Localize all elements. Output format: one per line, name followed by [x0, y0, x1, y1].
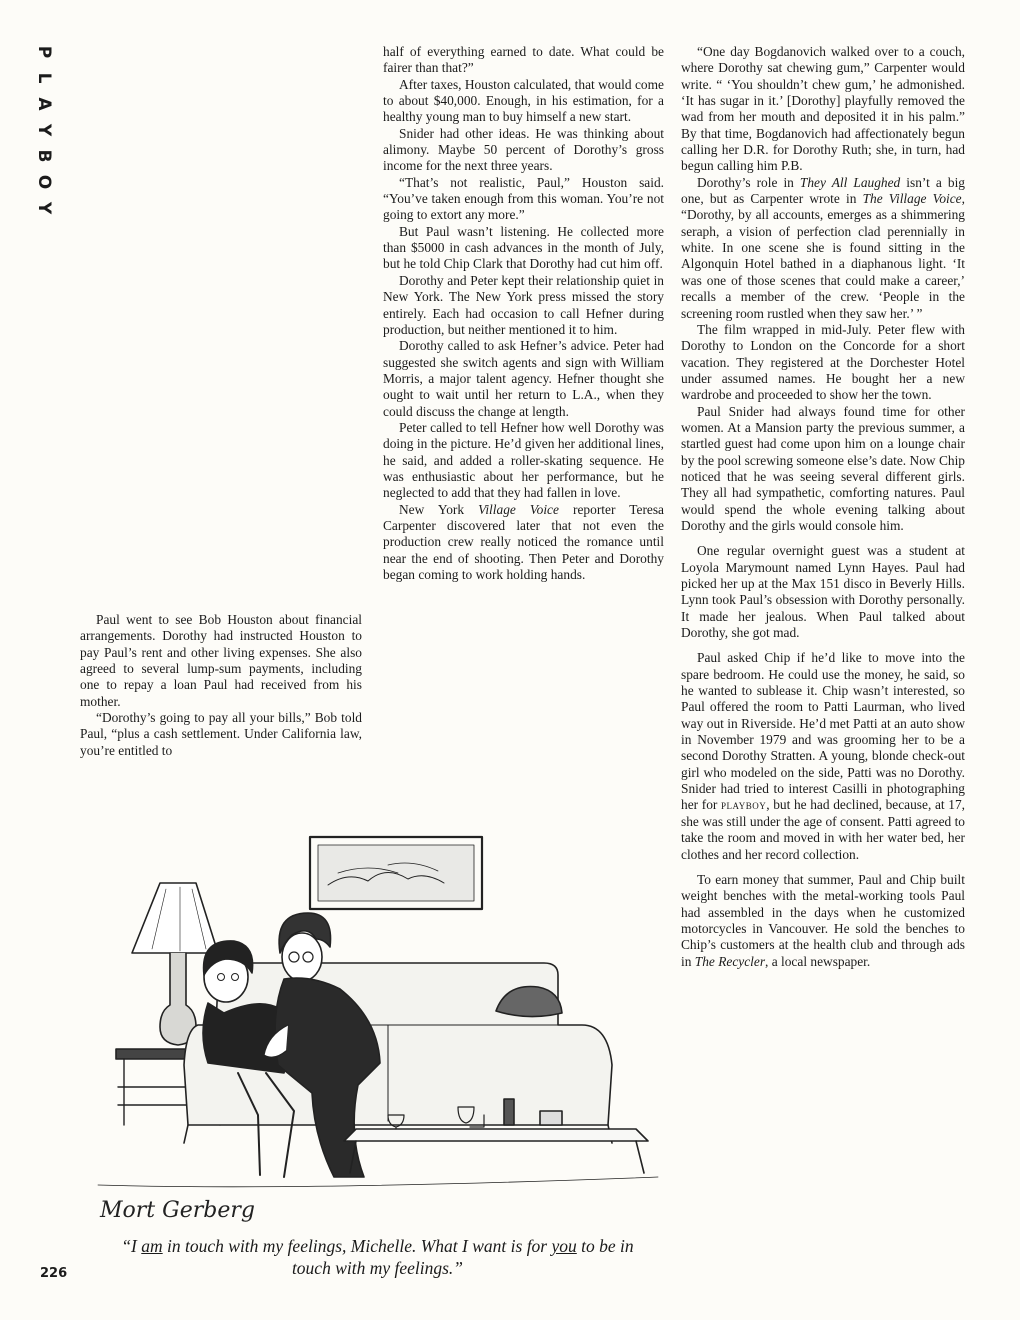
paragraph: “One day Bogdanovich walked over to a couch, where Dorothy sat chewing gum,” Carpenter would write. “ ‘You shouldn’t chew gum,’ he admonished. ‘It has sugar in it.’ [Dorothy] playfully removed the wad from her mouth and deposited it in his palm.” By that time, Bogdanovich had affectionately begun calling her D.R. for Dorothy Ruth; she, in turn, had begun calling him P.B.	[681, 44, 965, 174]
lamp-shade	[132, 883, 218, 953]
paragraph	[681, 175, 965, 322]
paragraph: Dorothy and Peter kept their relationship quiet in New York. The New York press missed the story entirely. Each had occasion to call Hefner during production, but neither mentioned it to him.	[383, 272, 664, 337]
magazine-name: playboy	[721, 797, 767, 813]
caption-text: “I	[121, 1236, 142, 1256]
masthead-letter: P	[34, 45, 54, 61]
text-run: Paul asked Chip if he’d like to move into the spare bedroom. He could use the money, he said, so he wanted to sublease it. Chip wasn’t interested, so Paul offered the room to Patti Laurman, who lived way out in Riverside. He’d met Patti at an auto show in November 1979 and was grooming her to be a second Dorothy Stratten. A young, blonde check-out girl who modeled on the side, Patti was no Dorothy. Snider had tried to interest Casilli in photographing her for	[681, 650, 965, 813]
caption-emphasis: am	[141, 1236, 163, 1256]
text-run: , but he had declined, because, at 17, she was still under the age of consent. Patti agreed to take the room and moved in with her water bed, her clothes and her record collection.	[681, 797, 965, 862]
column-right	[681, 44, 965, 970]
artist-signature: Mort Gerberg	[100, 1198, 255, 1223]
cartoon-illustration	[88, 825, 668, 1225]
caption-text: in touch with my feelings, Michelle. What I want is for	[162, 1236, 552, 1256]
paragraph: After taxes, Houston calculated, that would come to about $40,000. Enough, in his estimation, for a healthy young man to buy himself a new start.	[383, 76, 664, 125]
text-run: , “Dorothy, by all accounts, emerges as a shimmering seraph, a vision of perfection clad perennially in white. In one scene she is found sitting in the Algonquin Hotel bathed in a diaphanous light. ‘It was one of those scenes that could make a career,’ recalls a member of the crew. ‘People in the screening room rustled when they saw her.’ ”	[681, 191, 965, 321]
publication-title: The Village Voice	[862, 191, 962, 207]
text-run: New York	[399, 501, 479, 517]
paragraph: Snider had other ideas. He was thinking about alimony. Maybe 50 percent of Dorothy’s gross income for the next three years.	[383, 125, 664, 174]
paragraph: half of everything earned to date. What could be fairer than that?”	[383, 44, 664, 76]
masthead-letter: O	[34, 174, 54, 192]
masthead-letter: Y	[34, 201, 54, 217]
paragraph	[383, 502, 664, 584]
paragraph	[681, 650, 965, 862]
paragraph: Paul went to see Bob Houston about financial arrangements. Dorothy had instructed Houston to pay Paul’s rent and other living expenses. She also agreed to several lump-sum payments, including one to repay a loan Paul had received from his mother.	[80, 612, 362, 709]
masthead	[24, 40, 54, 222]
publication-title: Village Voice	[478, 501, 559, 517]
masthead-letter: L	[34, 72, 54, 86]
masthead-letter: B	[34, 149, 54, 165]
paragraph: Peter called to tell Hefner how well Dorothy was doing in the picture. He’d given her additional lines, he said, and added a roller-skating sequence. He was enthusiastic about her performance, but he neglected to add that they had fallen in love.	[383, 419, 664, 501]
paragraph: Dorothy called to ask Hefner’s advice. Peter had suggested she switch agents and sign with William Morris, a major talent agency. Hefner thought she ought to wait until her return to L.A., when they could discuss the change at length.	[383, 338, 664, 419]
film-title: They All Laughed	[799, 174, 901, 190]
paragraph: “Dorothy’s going to pay all your bills,” Bob told Paul, “plus a cash settlement. Under California law, you’re entitled to	[80, 710, 362, 758]
text-run: Dorothy’s role in	[697, 174, 800, 190]
paragraph: “That’s not realistic, Paul,” Houston said. “You’ve taken enough from this woman. You’re not going to extort any more.”	[383, 174, 664, 223]
paragraph: One regular overnight guest was a student at Loyola Marymount named Lynn Hayes. Paul had picked her up at the Max 151 disco in Beverly Hills. Lynn took Paul’s obsession with Dorothy personally. It made her jealous. When Paul talked about Dorothy, she got mad.	[681, 543, 965, 641]
column-left	[80, 612, 362, 759]
text-run: To earn money that summer, Paul and Chip built weight benches with the metal-working tools Paul had assembled in the days when he customized motorcycles in Vancouver. He sold the benches to Chip’s customers at the health club and through ads in	[681, 871, 965, 969]
paragraph: But Paul wasn’t listening. He collected more than $5000 in cash advances in the month of July, but he told Chip Clark that Dorothy had cut him off.	[383, 223, 664, 272]
paragraph	[681, 872, 965, 970]
masthead-letter: Y	[34, 123, 54, 139]
caption-text: to be in touch with my feelings.”	[291, 1236, 634, 1278]
masthead-letter: A	[34, 97, 54, 113]
publication-title: The Recycler	[694, 953, 766, 969]
paragraph: The film wrapped in mid-July. Peter flew with Dorothy to London on the Concorde for a short vacation. They registered at the Dorchester Hotel under assumed names. He bought her a new wardrobe and proceeded to show her the town.	[681, 321, 965, 403]
text-run: reporter Teresa Carpenter discovered later that not even the production crew really noticed the romance until near the end of shooting. Then Peter and Dorothy began coming to work holding hands.	[383, 501, 664, 582]
caption-emphasis: you	[551, 1236, 577, 1256]
text-run: , a local newspaper.	[765, 953, 871, 969]
cartoon-caption	[100, 1235, 655, 1279]
column-middle	[383, 44, 664, 583]
coffee-table	[344, 1129, 648, 1141]
paragraph: Paul Snider had always found time for other women. At a Mansion party the previous summer, a startled guest had come upon him on a lounge chair by the pool screwing someone else’s date. Now Chip noticed that he was seeing several different girls. They all had sympathetic, comforting natures. Paul would spend the whole evening talking about Dorothy and the girls would console him.	[681, 403, 965, 533]
page-number: 226	[40, 1266, 68, 1281]
text-run: isn’t a big one, but as Carpenter wrote in	[681, 174, 965, 207]
